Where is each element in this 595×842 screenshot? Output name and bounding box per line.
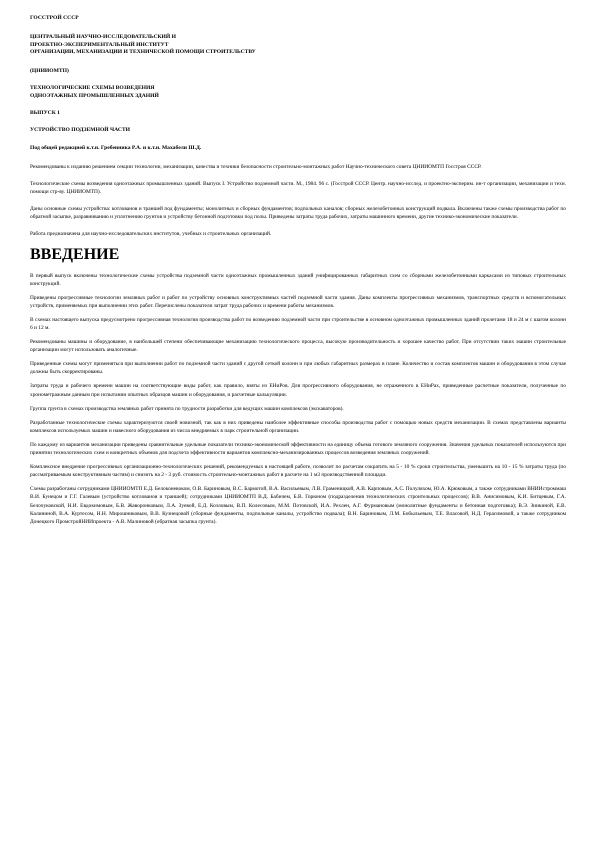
recommendation-paragraph: Рекомендованы к изданию решением секции технологии, механизации, качества и техники безопасности строительно-монтажных работ Научно-технического совета ЦНИИОМТП Госстроя СССР.: [30, 163, 482, 170]
institute-abbr: (ЦНИИОМТП): [30, 68, 69, 75]
institute-line: ОРГАНИЗАЦИИ, МЕХАНИЗАЦИИ И ТЕХНИЧЕСКОЙ ПОМОЩИ СТРОИТЕЛЬСТВУ: [30, 49, 256, 56]
front-matter: [30, 163, 566, 239]
doc-title-line: ТЕХНОЛОГИЧЕСКИЕ СХЕМЫ ВОЗВЕДЕНИЯ: [30, 84, 155, 91]
intro-paragraph: По каждому из вариантов механизации приведены сравнительные удельные показатели технико-экономической эффективности на единицу объема готового земляного сооружения. Значения удельных показателей используются при принятии технологических схем и конкретных объемов для подсчета эффективности вариантов комплексно-механизированных процессов возведения земляных сооружений.: [30, 441, 566, 457]
org-short: ГОССТРОЙ СССР: [30, 15, 79, 21]
intro-body: [30, 272, 566, 526]
doc-title-line: ОДНОЭТАЖНЫХ ПРОМЫШЛЕННЫХ ЗДАНИЙ: [30, 92, 159, 99]
authors-paragraph: Схемы разработаны сотрудниками ЦНИИОМТП Е.Д. Белоконевоком, О.В. Бариновым, В.С. Бармотой, В.А. Васильевым, Л.В. Граменицкой, А.В. Карповым, А.С. Полуляхом, Ю.А. Крюковым, а также сотрудниками ВНИИстроммаш В.И. Бунецом и Г.Г. Галевым (устройство котлованов и траншей); сотрудниками ЦНИИОМТП В.Д. Бабичем, Б.В. Горюном (подразделения технологических строительных процессов); В.В. Анисимовым, К.И. Битцевым, Г.А. Белочуковской, Н.И. Евдокимовым, Б.В. Жаворонковым, Л.А. Зуевой, Е.Д. Козловым, В.П. Колесовым, М.М. Потовской, И.А. Рехлен, А.Г. Фурмановым (монолитные фундаменты и бетонная подготовка); В.Э. Зинкиной, Е.В. Калининой, В.А. Куртесом, Н.Н. Мирошниковым, В.В. Кузнецовой (сборные фундаменты, подпольные каналы, устройство подвала); В.Н. Бариновым, Л.М. Бобыльевым, Т.Е. Власовой, Н.Д. Герасимовой, а также сотрудником Донецкого ПромстройНИИпроекта - А.В. Малиновой (обратная засыпка грунта).: [30, 486, 566, 525]
section-title: УСТРОЙСТВО ПОДЗЕМНОЙ ЧАСТИ: [30, 127, 131, 134]
intro-paragraph: В первый выпуск включены технологические схемы устройства подземной части одноэтажных промышленных зданий унифицированных габаритных схем со сборными железобетонными каркасами из типовых строительных конструкций.: [30, 272, 566, 287]
intro-heading: ВВЕДЕНИЕ: [30, 245, 120, 263]
document-page: [30, 14, 566, 526]
issue-number: ВЫПУСК 1: [30, 109, 60, 116]
intro-paragraph: В схемах настоящего выпуска предусмотрено прогрессивная технология производства работ по возведению подземной части при строительстве в основном одноэтажных промышленных зданий пролетами 18 и 24 м с шагом колонн 6 и 12 м.: [30, 316, 566, 331]
audience-paragraph: Работа предназначена для научно-исследовательских институтов, учебных и строительных организаций.: [30, 231, 272, 238]
intro-paragraph: Затраты труда и рабочего времени машин на соответствующие виды работ, как правило, взяты из ЕНиРов. Для прогрессивного оборудования, не отраженного в ЕНиРах, приведенные расчетные показатели, полученные по хронометражным данным при испытании опытных образцов машин и оборудования, и расчетные калькуляции.: [30, 383, 566, 398]
institute-line: ЦЕНТРАЛЬНЫЙ НАУЧНО-ИССЛЕДОВАТЕЛЬСКИЙ И: [30, 33, 177, 40]
editors-line: Под общей редакцией к.т.н. Гребенника Р.А. и к.т.н. Махабели Ш.Д.: [30, 145, 202, 152]
institute-block: [30, 34, 566, 57]
intro-paragraph: Группа грунта в схемах производства земляных работ принята по трудности разработки для ведущих машин комплексов (экскаваторов).: [30, 405, 344, 412]
institute-line: ПРОЕКТНО-ЭКСПЕРИМЕНТАЛЬНЫЙ ИНСТИТУТ: [30, 41, 169, 48]
intro-paragraph: Приведены прогрессивные технологии земляных работ и работ по устройству основных конструктивных частей подземной части здания. Даны комплекты прогрессивных механизмов, транспортных средств и вспомогательных устройств, применяемых при выполнении этих работ. Перечислены показатели затрат труда рабочих и времени работы механизмов.: [30, 294, 566, 309]
citation-paragraph: Технологические схемы возведения одноэтажных промышленных зданий. Выпуск I. Устройство подземной части. М., 1984. 96 с. (Госстрой СССР. Центр. научно-исслед. и проектно-эксперим. ин-т организации, механизации и техн. помощи стр-ву. ЦНИИОМТП).: [30, 181, 566, 196]
intro-paragraph: Разработанные технологические схемы характеризуются своей новизной, так как в них приведены наиболее эффективные способы производства работ с помощью новых средств механизации. В схемах представлены варианты комплексов используемых машин и навесного оборудования из числа внедряемых в парк строительной организации.: [30, 419, 566, 434]
intro-paragraph: Комплексное внедрение прогрессивных организационно-технологических решений, рекомендуемых в настоящей работе, позволит по расчетам сократить на 5 - 10 % сроки строительства, уменьшить на 10 - 15 % затраты труда (по рассматриваемым конструктивным частям) и снизить на 2 - 3 руб. стоимость строительно-монтажных работ в расчете на 1 м3 производственной площади.: [30, 464, 566, 479]
doc-title-block: [30, 85, 566, 101]
intro-paragraph: Рекомендованы машины и оборудование, в наибольшей степени обеспечивающие механизацию технологического процесса, высокую производительность и хорошее качество работ. При отсутствии таких машин строительные организации могут использовать аналогичные.: [30, 339, 566, 354]
abstract-paragraph: Даны основные схемы устройства: котлованов и траншей под фундаменты; монолитных и сборных фундаментов; подпольных каналов; сборных железобетонных конструкций подвала. Включены также схемы производства работ по обратной засыпке, разравниванию и уплотнению грунтов и устройству бетонной подготовки под полы. Приведены затраты труда рабочих, затраты машинного времени, другие технико-экономические показатели.: [30, 206, 566, 221]
intro-paragraph: Приведенные схемы могут применяться при выполнении работ по подземной части зданий с другой сеткой колонн и при любых габаритных размерах в плане. Количество и состав комплектов машин и оборудования в этом случае должны быть скорректированы.: [30, 361, 566, 376]
